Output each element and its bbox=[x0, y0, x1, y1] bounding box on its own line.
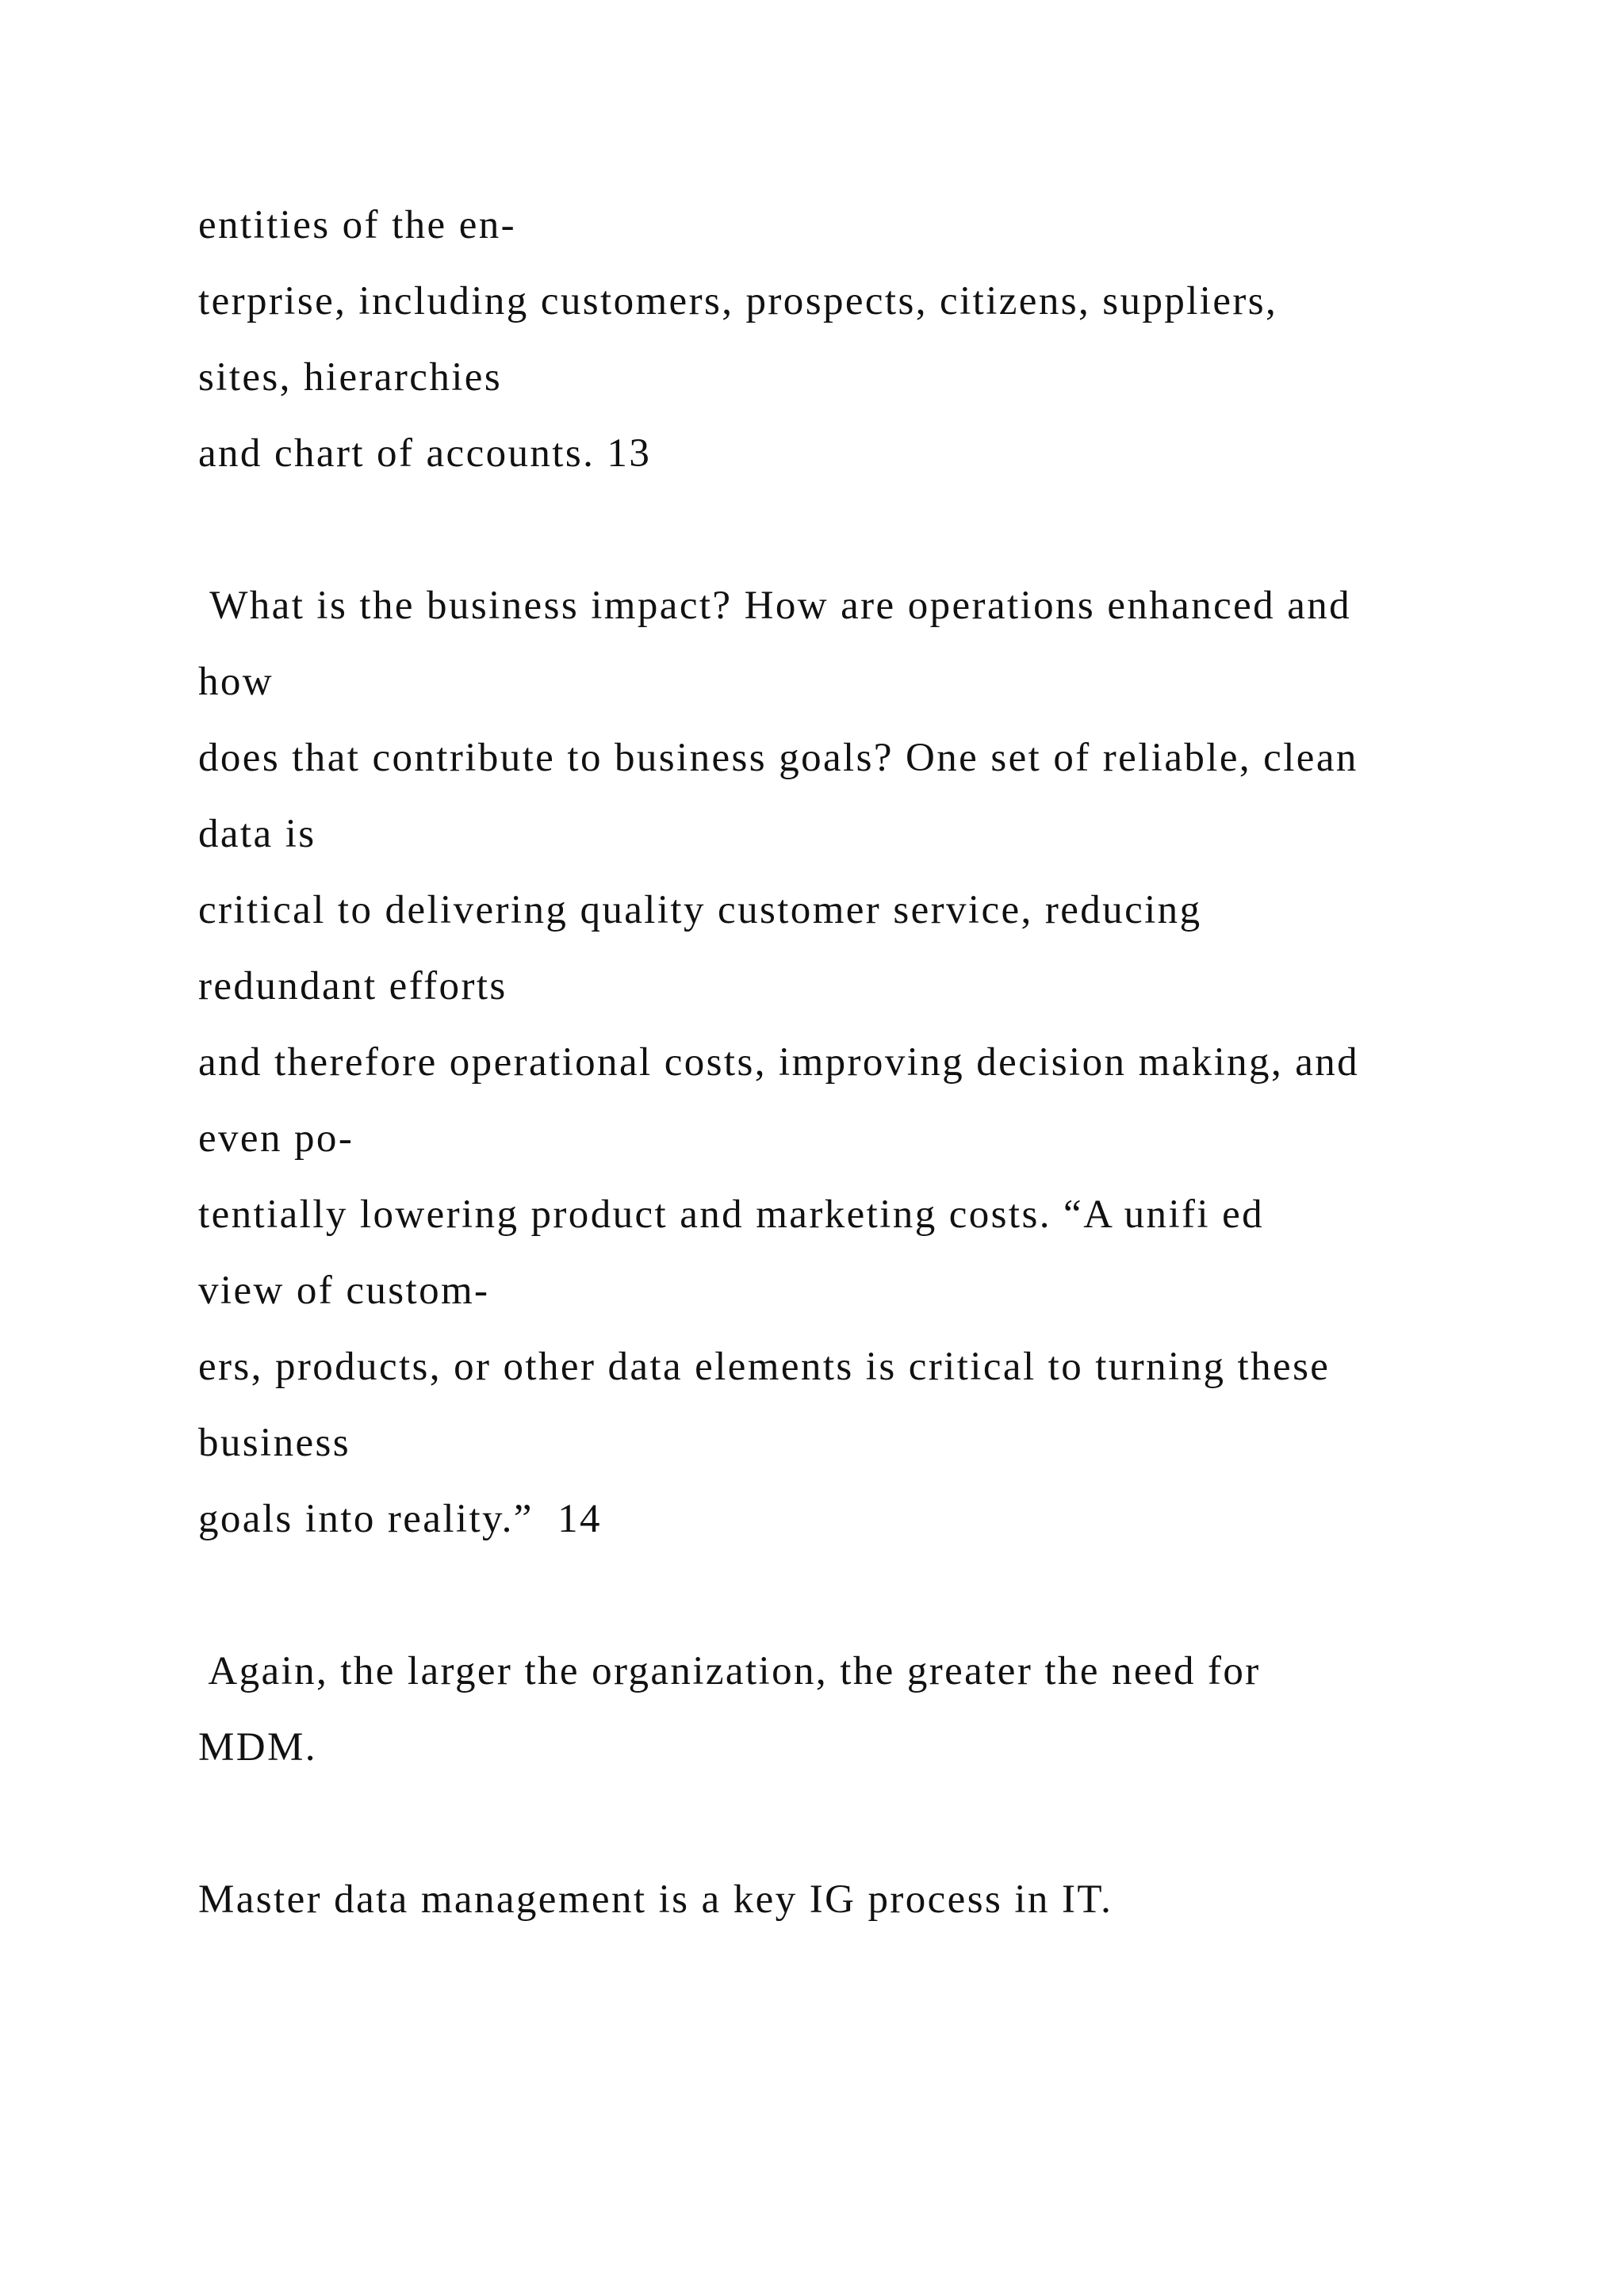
text-line: What is the business impact? How are operations enhanced and bbox=[198, 584, 1352, 628]
text-line: even po- bbox=[198, 1116, 354, 1161]
text-line: business bbox=[198, 1421, 351, 1465]
blank-line bbox=[198, 492, 1515, 568]
body-text bbox=[198, 187, 1515, 1938]
text-line: Master data management is a key IG process in IT. bbox=[198, 1877, 1113, 1922]
text-line: sites, hierarchies bbox=[198, 355, 503, 400]
text-line: critical to delivering quality customer service, reducing bbox=[198, 888, 1202, 932]
text-line: view of custom- bbox=[198, 1269, 490, 1313]
text-line: entities of the en- bbox=[198, 203, 517, 247]
text-line: terprise, including customers, prospects, citizens, suppliers, bbox=[198, 279, 1278, 323]
text-line: MDM. bbox=[198, 1725, 317, 1770]
text-line: goals into reality.” 14 bbox=[198, 1497, 602, 1541]
blank-line bbox=[198, 1785, 1515, 1862]
text-line: does that contribute to business goals? One set of reliable, clean bbox=[198, 736, 1358, 780]
text-line: and chart of accounts. 13 bbox=[198, 431, 652, 476]
text-line: ers, products, or other data elements is critical to turning these bbox=[198, 1345, 1331, 1389]
text-line: data is bbox=[198, 812, 316, 856]
text-line: and therefore operational costs, improving decision making, and bbox=[198, 1040, 1360, 1085]
text-line: tentially lowering product and marketing costs. “A unifi ed bbox=[198, 1192, 1265, 1237]
text-line: redundant efforts bbox=[198, 964, 508, 1008]
blank-line bbox=[198, 1557, 1515, 1633]
text-line: Again, the larger the organization, the greater the need for bbox=[198, 1649, 1261, 1693]
text-line: how bbox=[198, 660, 274, 704]
